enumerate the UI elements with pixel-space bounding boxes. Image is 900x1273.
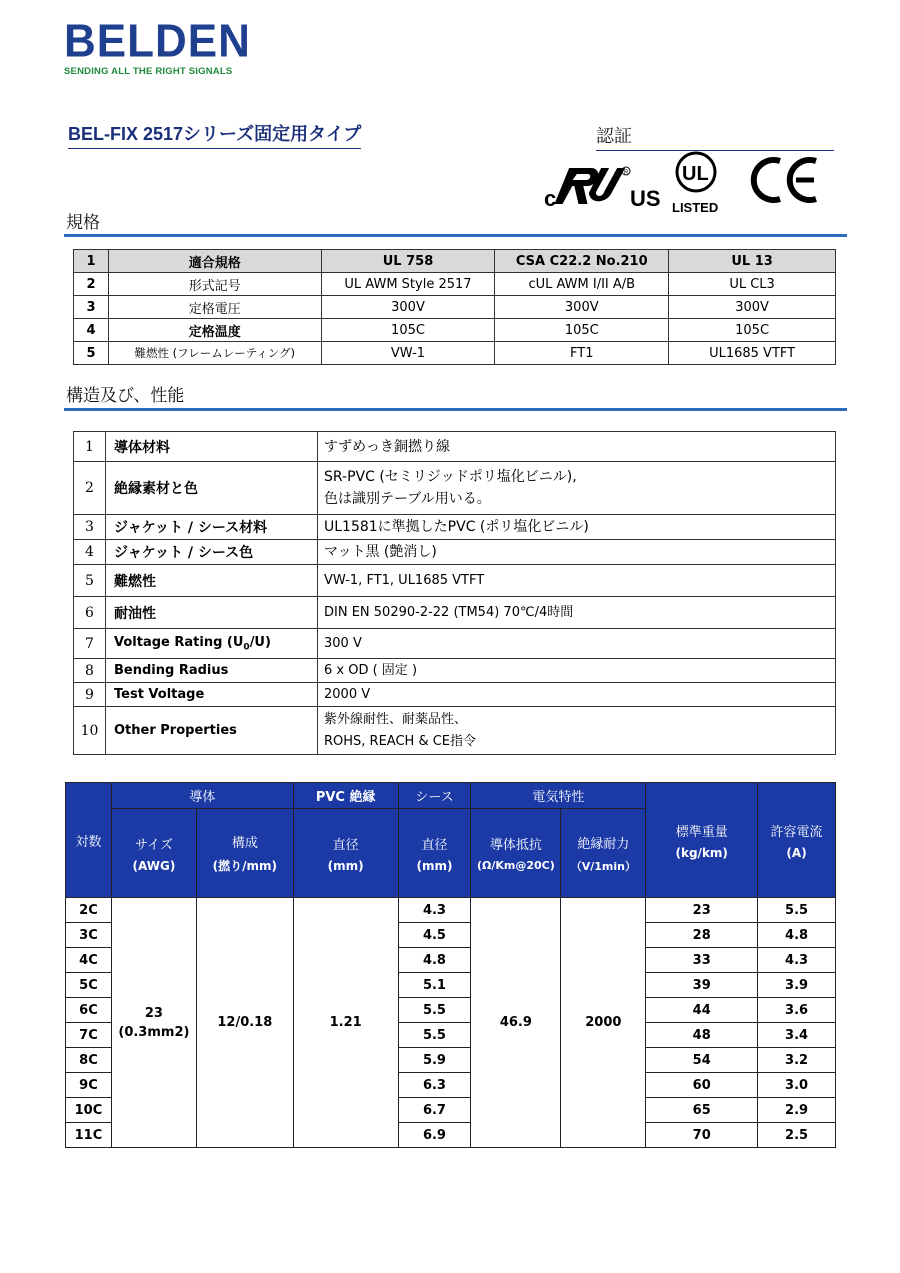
pairs-cell: 11C [66,1123,112,1148]
spec-cell: 1 [74,250,109,273]
pairs-cell: 4C [66,948,112,973]
weight-cell: 48 [646,1023,758,1048]
construction-row [74,565,836,597]
spec-cell: 2 [74,273,109,296]
property-value: 6 x OD ( 固定 ) [318,659,836,683]
row-number: 4 [74,540,106,565]
spec-row [74,296,836,319]
listed-text: LISTED [672,200,719,215]
row-number: 9 [74,683,106,707]
header-withstand [561,809,646,898]
sheath-diameter-cell: 5.1 [398,973,471,998]
row-number: 8 [74,659,106,683]
property-name: 難燃性 [106,565,318,597]
property-value [318,707,836,755]
current-cell: 3.0 [758,1073,836,1098]
current-cell: 4.3 [758,948,836,973]
resistance-cell: 46.9 [471,898,561,1148]
spec-cell: VW-1 [321,342,495,365]
weight-cell: 33 [646,948,758,973]
logo-word: BELDEN [64,15,251,68]
row-number: 1 [74,432,106,462]
spec-section-title: 規格 [66,213,100,233]
svg-text:R: R [624,170,629,176]
current-cell: 3.2 [758,1048,836,1073]
sheath-diameter-cell: 5.9 [398,1048,471,1073]
ce-mark-icon [750,155,820,205]
cruus-us-text: US [630,186,661,210]
property-value [318,462,836,515]
current-cell: 4.8 [758,923,836,948]
property-value: VW-1, FT1, UL1685 VTFT [318,565,836,597]
property-name-tail: /U) [249,634,271,650]
construction-row [74,432,836,462]
withstand-cell: 2000 [561,898,646,1148]
property-name: Other Properties [106,707,318,755]
header-sheath-diameter [398,809,471,898]
weight-cell: 39 [646,973,758,998]
row-number: 7 [74,629,106,659]
header-current [758,783,836,898]
header-unit: （V/1min） [570,859,636,873]
row-number: 3 [74,515,106,540]
construction-row [74,597,836,629]
spec-row [74,319,836,342]
spec-cell: UL CL3 [669,273,836,296]
certification-label: 認証 [596,122,834,151]
value-line: ROHS, REACH & CE指令 [324,733,477,749]
spec-cell: 適合規格 [108,250,321,273]
row-number: 10 [74,707,106,755]
size-cell [111,898,196,1148]
spec-cell: CSA C22.2 No.210 [495,250,669,273]
construction-table [73,431,836,755]
row-number: 5 [74,565,106,597]
spec-cell: UL1685 VTFT [669,342,836,365]
spec-cell: 3 [74,296,109,319]
spec-cell: 300V [669,296,836,319]
spec-cell: 定格温度 [108,319,321,342]
header-size [111,809,196,898]
construction-row [74,659,836,683]
table-row [66,898,836,923]
row-number: 6 [74,597,106,629]
header-label: 導体抵抗 [489,838,542,853]
property-value: DIN EN 50290-2-22 (TM54) 70℃/4時間 [318,597,836,629]
value-line: 紫外線耐性、耐薬品性、 [324,711,468,727]
sheath-diameter-cell: 6.3 [398,1073,471,1098]
sheath-diameter-cell: 6.7 [398,1098,471,1123]
size-value: 23 [144,1005,163,1021]
header-label: 絶縁耐力 [577,836,630,852]
header-pvc-diameter [293,809,398,898]
spec-cell: 105C [321,319,495,342]
sheath-diameter-cell: 4.3 [398,898,471,923]
header-label: 構成 [231,836,258,851]
ul-listed-mark-icon [668,150,724,216]
pairs-cell: 3C [66,923,112,948]
spec-cell: UL 13 [669,250,836,273]
sheath-diameter-cell: 6.9 [398,1123,471,1148]
property-name: ジャケット / シース材料 [106,515,318,540]
cable-data-table [65,782,836,1148]
value-line: SR-PVC (セミリジッドポリ塩化ビニル), [324,469,577,485]
spec-cell: 形式記号 [108,273,321,296]
current-cell: 3.6 [758,998,836,1023]
property-value: 300 V [318,629,836,659]
pairs-cell: 6C [66,998,112,1023]
logo-tagline: SENDING ALL THE RIGHT SIGNALS [64,66,233,77]
header-sheath: シース [398,783,471,809]
weight-cell: 44 [646,998,758,1023]
pairs-cell: 5C [66,973,112,998]
row-number: 2 [74,462,106,515]
weight-cell: 70 [646,1123,758,1148]
spec-cell: 300V [321,296,495,319]
value-line: 色は識別テーブル用いる。 [324,491,491,507]
spec-table [73,249,836,365]
property-value: マット黒 (艶消し) [318,540,836,565]
subscript-zero: 0 [243,642,250,653]
property-value: 2000 V [318,683,836,707]
header-unit: (mm) [327,858,364,873]
header-unit: (AWG) [132,858,176,873]
spec-cell: UL AWM Style 2517 [321,273,495,296]
ul-text: UL [682,163,709,185]
header-unit: (撚り/mm) [212,859,277,873]
cruus-c-text: c [544,186,557,210]
header-label: 許容電流 [770,824,823,840]
belden-logo [64,15,251,77]
header-electrical: 電気特性 [471,783,646,809]
pvc-diameter-cell: 1.21 [293,898,398,1148]
size-mm2: (0.3mm2) [118,1024,190,1040]
current-cell: 5.5 [758,898,836,923]
construction-section-rule [64,408,847,411]
header-label: 直径 [332,837,359,853]
construction-row [74,515,836,540]
current-cell: 2.9 [758,1098,836,1123]
property-value: UL1581に準拠したPVC (ポリ塩化ビニル) [318,515,836,540]
document-title: BEL-FIX 2517シリーズ固定用タイプ [68,120,361,149]
spec-cell: 105C [495,319,669,342]
property-name [106,629,318,659]
strand-cell: 12/0.18 [196,898,293,1148]
spec-cell: 300V [495,296,669,319]
header-label: 標準重量 [675,824,728,840]
spec-cell: 5 [74,342,109,365]
construction-row [74,707,836,755]
property-name: Bending Radius [106,659,318,683]
property-value: すずめっき銅撚り線 [318,432,836,462]
property-name: ジャケット / シース色 [106,540,318,565]
spec-header-row [74,250,836,273]
property-name: 導体材料 [106,432,318,462]
spec-cell: 105C [669,319,836,342]
property-name: 耐油性 [106,597,318,629]
header-unit: (A) [786,845,807,860]
header-unit: (mm) [416,858,453,873]
property-name-text: Voltage Rating (U [114,634,244,650]
header-unit: (kg/km) [675,845,728,860]
pairs-cell: 10C [66,1098,112,1123]
spec-row [74,273,836,296]
weight-cell: 60 [646,1073,758,1098]
sheath-diameter-cell: 4.8 [398,948,471,973]
sheath-diameter-cell: 5.5 [398,1023,471,1048]
construction-row [74,629,836,659]
spec-cell: cUL AWM I/II A/B [495,273,669,296]
header-weight [646,783,758,898]
sheath-diameter-cell: 5.5 [398,998,471,1023]
header-label: サイズ [134,837,173,853]
weight-cell: 54 [646,1048,758,1073]
spec-cell: 定格電圧 [108,296,321,319]
cruus-mark-icon [544,160,662,210]
property-name: 絶縁素材と色 [106,462,318,515]
header-resistance [471,809,561,898]
spec-cell: UL 758 [321,250,495,273]
spec-cell: 4 [74,319,109,342]
header-strand [196,809,293,898]
construction-row [74,462,836,515]
current-cell: 3.4 [758,1023,836,1048]
header-unit: (Ω/Km@20C) [476,859,555,872]
spec-section-rule [64,234,847,237]
spec-cell: FT1 [495,342,669,365]
pairs-cell: 2C [66,898,112,923]
header-conductor: 導体 [111,783,293,809]
current-cell: 3.9 [758,973,836,998]
construction-row [74,540,836,565]
weight-cell: 65 [646,1098,758,1123]
header-label: 直径 [421,837,448,853]
property-name: Test Voltage [106,683,318,707]
current-cell: 2.5 [758,1123,836,1148]
weight-cell: 28 [646,923,758,948]
pairs-cell: 8C [66,1048,112,1073]
pairs-cell: 9C [66,1073,112,1098]
spec-cell: 難燃性 (フレームレーティング) [108,342,321,365]
header-pvc: PVC 絶縁 [293,783,398,809]
pairs-cell: 7C [66,1023,112,1048]
construction-section-title: 構造及び、性能 [66,386,185,406]
sheath-diameter-cell: 4.5 [398,923,471,948]
spec-row [74,342,836,365]
construction-row [74,683,836,707]
header-pairs: 対数 [66,783,112,898]
weight-cell: 23 [646,898,758,923]
